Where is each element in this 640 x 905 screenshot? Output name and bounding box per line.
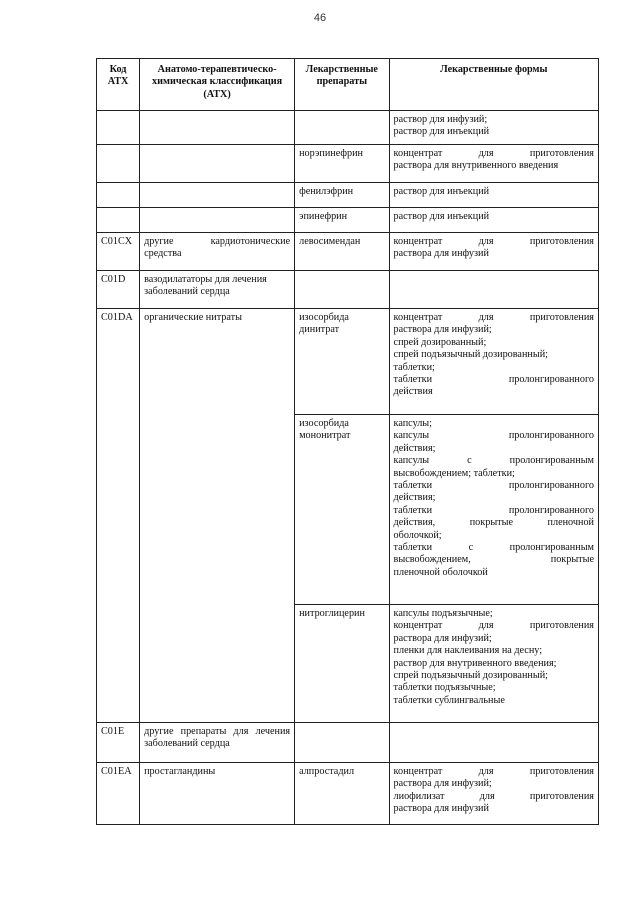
table-header-row (97, 59, 599, 111)
cell-code: C01DA (97, 309, 140, 723)
cell-classification (140, 111, 295, 145)
table-row (97, 233, 599, 271)
cell-drug (295, 111, 389, 145)
cell-forms (389, 763, 598, 825)
table-row (97, 271, 599, 309)
cell-forms (389, 271, 598, 309)
table-row (97, 309, 599, 415)
cell-drug: фенилэфрин (295, 183, 389, 208)
form-line: раствор для внутривенного введения; (393, 657, 557, 669)
form-line: концентрат для приготовления (393, 312, 594, 323)
cell-drug: левосимендан (295, 233, 389, 271)
header-code: Код АТХ (97, 59, 140, 111)
form-line: спрей дозированный; (393, 336, 487, 348)
form-line: раствора для инфузий; (393, 324, 492, 336)
form-line: раствор для инъекций (393, 186, 490, 197)
form-line: капсулы; (393, 418, 432, 429)
cell-forms (389, 183, 598, 208)
form-line: капсулы подъязычные; (393, 608, 493, 619)
cell-code (97, 183, 140, 208)
table-row (97, 723, 599, 763)
table-row (97, 763, 599, 825)
form-line: пленочной оболочкой (393, 566, 488, 578)
form-line: спрей подъязычный дозированный; (393, 670, 548, 682)
form-line: раствора для внутривенного введения (393, 160, 559, 172)
cell-code (97, 111, 140, 145)
cell-drug (295, 723, 389, 763)
form-line: действия; (393, 492, 436, 504)
form-line: концентрат для приготовления (393, 766, 594, 777)
cell-classification: органические нитраты (140, 309, 295, 723)
form-line: раствора для инфузий; (393, 778, 492, 790)
form-line: раствор для инъекций (393, 126, 490, 138)
form-line: раствора для инфузий; (393, 632, 492, 644)
cell-drug: норэпинефрин (295, 145, 389, 183)
cell-drug: эпинефрин (295, 208, 389, 233)
table-row (97, 111, 599, 145)
form-line: действия, покрытые пленочной (393, 517, 594, 529)
form-line: раствор для инфузий; (393, 114, 488, 125)
cell-classification: другие кардиотонические средства (140, 233, 295, 271)
cell-code: C01EA (97, 763, 140, 825)
cell-forms (389, 111, 598, 145)
form-line: капсулы с пролонгированным (393, 455, 594, 467)
table-row (97, 145, 599, 183)
cell-classification (140, 208, 295, 233)
form-line: действия (393, 386, 433, 398)
form-line: концентрат для приготовления (393, 148, 594, 159)
cell-code: C01E (97, 723, 140, 763)
form-line: концентрат для приготовления (393, 236, 594, 247)
table-row (97, 208, 599, 233)
cell-forms (389, 233, 598, 271)
header-forms: Лекарственные формы (389, 59, 598, 111)
cell-classification: вазодилататоры для лечения заболеваний сердца (140, 271, 295, 309)
cell-drug: нитроглицерин (295, 605, 389, 723)
form-line: таблетки пролонгированного (393, 374, 594, 386)
header-drugs: Лекарственные препараты (295, 59, 389, 111)
form-line: оболочкой; (393, 529, 442, 541)
cell-drug: алпростадил (295, 763, 389, 825)
form-line: спрей подъязычный дозированный; (393, 349, 548, 361)
form-line: таблетки сублингвальные (393, 694, 505, 706)
form-line: пленки для наклеивания на десну; (393, 645, 543, 657)
form-line: концентрат для приготовления (393, 620, 594, 632)
cell-forms (389, 605, 598, 723)
cell-forms (389, 415, 598, 605)
form-line: раствор для инъекций (393, 211, 490, 222)
cell-forms (389, 309, 598, 415)
header-classification: Анатомо-терапевтическо-химическая классификация (АТХ) (140, 59, 295, 111)
form-line: таблетки пролонгированного (393, 480, 594, 492)
cell-forms (389, 723, 598, 763)
cell-forms (389, 208, 598, 233)
form-line: таблетки с пролонгированным (393, 542, 594, 554)
form-line: таблетки подъязычные; (393, 682, 496, 694)
cell-code (97, 208, 140, 233)
form-line: раствора для инфузий (393, 803, 489, 815)
form-line: капсулы пролонгированного (393, 430, 594, 442)
atc-table (96, 58, 599, 825)
cell-classification: простагландины (140, 763, 295, 825)
form-line: действия; (393, 442, 436, 454)
cell-classification (140, 145, 295, 183)
cell-code: C01CX (97, 233, 140, 271)
cell-classification: другие препараты для лечения заболеваний сердца (140, 723, 295, 763)
form-line: высвобождением, покрытые (393, 554, 594, 566)
cell-drug: изосорбида динитрат (295, 309, 389, 415)
cell-forms (389, 145, 598, 183)
cell-code (97, 145, 140, 183)
form-line: раствора для инфузий (393, 248, 489, 260)
form-line: таблетки; (393, 361, 435, 373)
cell-drug (295, 271, 389, 309)
form-line: высвобождением; таблетки; (393, 467, 515, 479)
form-line: таблетки пролонгированного (393, 504, 594, 516)
form-line: лиофилизат для приготовления (393, 790, 594, 802)
cell-code: C01D (97, 271, 140, 309)
page-number: 46 (313, 12, 327, 24)
cell-drug: изосорбида мононитрат (295, 415, 389, 605)
table-row (97, 183, 599, 208)
cell-classification (140, 183, 295, 208)
